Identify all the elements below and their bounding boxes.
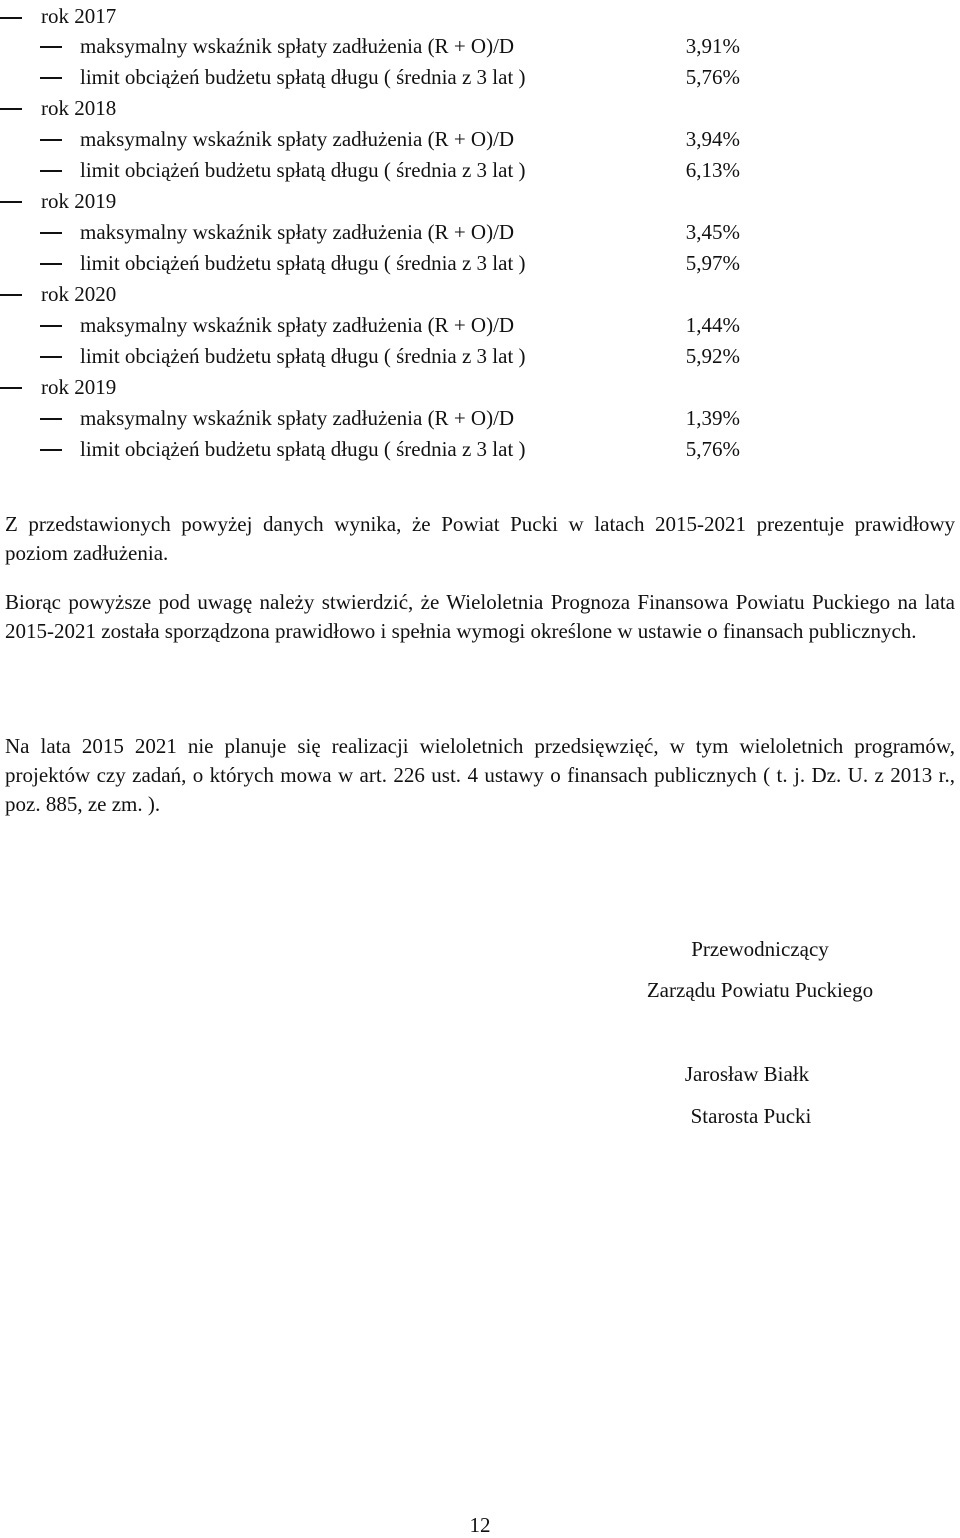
signature-role: Starosta Pucki bbox=[690, 1104, 812, 1128]
indicator-value: 3,94% bbox=[685, 127, 740, 151]
dash-bullet bbox=[0, 387, 22, 389]
indicator-value: 5,76% bbox=[685, 65, 740, 89]
indicator-label: limit obciążeń budżetu spłatą długu ( średnia z 3 lat ) bbox=[80, 65, 526, 89]
year-heading: rok 2018 bbox=[41, 96, 117, 120]
indicator-value: 6,13% bbox=[685, 158, 740, 182]
signature-title-line1: Przewodniczący bbox=[691, 937, 829, 961]
indicator-label: maksymalny wskaźnik spłaty zadłużenia (R + O)/D bbox=[80, 406, 515, 430]
paragraph-forecast-conclusion: Biorąc powyższe pod uwagę należy stwierdzić, że Wieloletnia Prognoza Finansowa Powiatu Puckiego na lata 2015-2021 została sporządzona prawidłowo i spełnia wymogi określone w ustawie o finansach publicznych. bbox=[5, 590, 955, 643]
year-heading: rok 2017 bbox=[41, 4, 117, 28]
indicator-value: 5,76% bbox=[685, 437, 740, 461]
paragraph-multiyear-projects: Na lata 2015 2021 nie planuje się realizacji wieloletnich przedsięwzięć, w tym wieloletnich programów, projektów czy zadań, o których mowa w art. 226 ust. 4 ustawy o finansach publicznych ( t. j. Dz. U. z 2013 r., poz. 885, ze zm. ). bbox=[5, 734, 955, 816]
indicator-value: 3,45% bbox=[685, 220, 740, 244]
signature-name: Jarosław Białk bbox=[684, 1062, 810, 1086]
dash-bullet bbox=[40, 418, 62, 420]
indicator-label: limit obciążeń budżetu spłatą długu ( średnia z 3 lat ) bbox=[80, 344, 526, 368]
indicator-value: 5,97% bbox=[685, 251, 740, 275]
signature-title-line2: Zarządu Powiatu Puckiego bbox=[646, 978, 874, 1002]
indicator-label: limit obciążeń budżetu spłatą długu ( średnia z 3 lat ) bbox=[80, 251, 526, 275]
indicator-label: maksymalny wskaźnik spłaty zadłużenia (R + O)/D bbox=[80, 127, 515, 151]
indicator-value: 1,44% bbox=[685, 313, 740, 337]
indicator-value: 1,39% bbox=[685, 406, 740, 430]
dash-bullet bbox=[40, 232, 62, 234]
dash-bullet bbox=[40, 46, 62, 48]
indicator-label: maksymalny wskaźnik spłaty zadłużenia (R + O)/D bbox=[80, 313, 515, 337]
dash-bullet bbox=[40, 325, 62, 327]
indicator-label: maksymalny wskaźnik spłaty zadłużenia (R + O)/D bbox=[80, 34, 515, 58]
year-heading: rok 2019 bbox=[41, 375, 117, 399]
paragraph-debt-conclusion: Z przedstawionych powyżej danych wynika, że Powiat Pucki w latach 2015-2021 prezentuje prawidłowy poziom zadłużenia. bbox=[5, 512, 955, 565]
dash-bullet bbox=[40, 77, 62, 79]
indicator-label: limit obciążeń budżetu spłatą długu ( średnia z 3 lat ) bbox=[80, 158, 526, 182]
dash-bullet bbox=[40, 263, 62, 265]
dash-bullet bbox=[40, 170, 62, 172]
page-number: 12 bbox=[469, 1513, 491, 1537]
indicator-label: maksymalny wskaźnik spłaty zadłużenia (R + O)/D bbox=[80, 220, 515, 244]
indicator-label: limit obciążeń budżetu spłatą długu ( średnia z 3 lat ) bbox=[80, 437, 526, 461]
dash-bullet bbox=[40, 356, 62, 358]
dash-bullet bbox=[40, 139, 62, 141]
indicator-value: 5,92% bbox=[685, 344, 740, 368]
dash-bullet bbox=[0, 17, 22, 19]
dash-bullet bbox=[0, 294, 22, 296]
indicator-value: 3,91% bbox=[685, 34, 740, 58]
dash-bullet bbox=[0, 201, 22, 203]
year-heading: rok 2019 bbox=[41, 189, 117, 213]
year-heading: rok 2020 bbox=[41, 282, 117, 306]
dash-bullet bbox=[0, 108, 22, 110]
dash-bullet bbox=[40, 449, 62, 451]
